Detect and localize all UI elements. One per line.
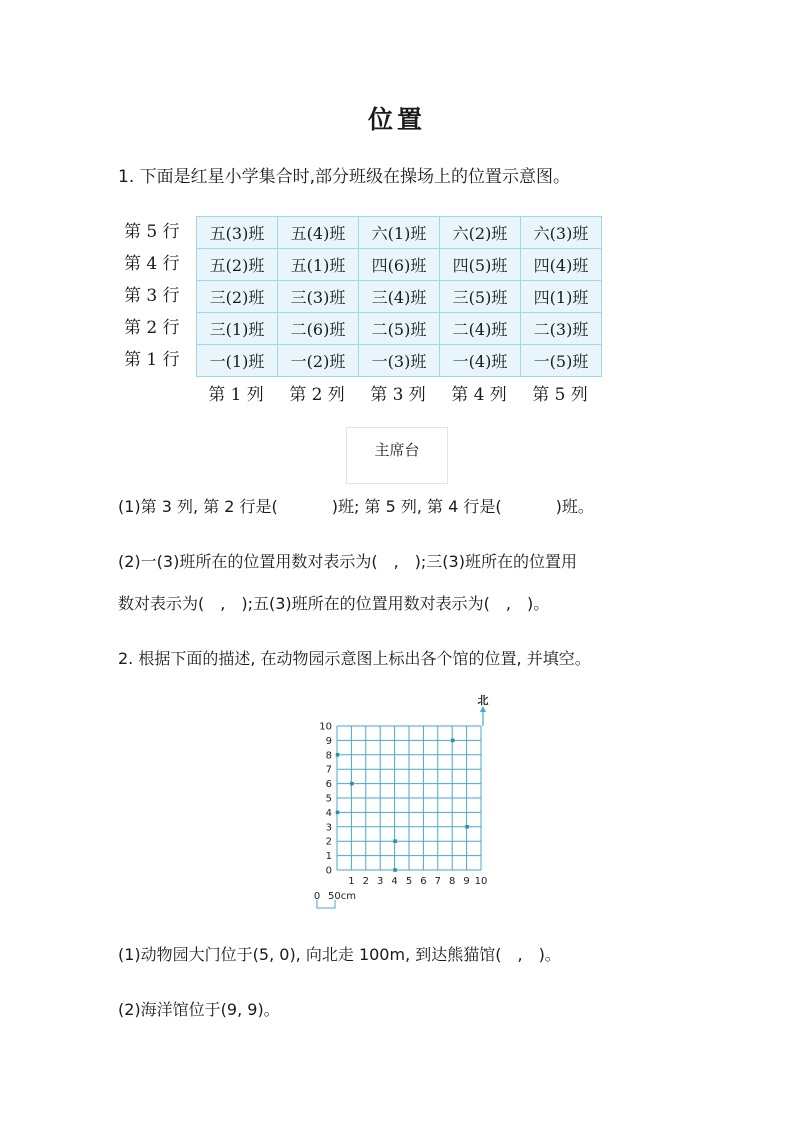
stage-box: 主席台	[346, 427, 448, 484]
row-label-1: 第 1 行	[124, 350, 180, 370]
x-tick-label: 4	[391, 876, 398, 887]
column-label-1: 第 1 列	[208, 385, 264, 405]
grid-point-marker	[336, 753, 340, 757]
class-cell: 三(5)班	[440, 281, 521, 313]
row-label-3: 第 3 行	[124, 286, 180, 306]
question-2-part-2: (2)海洋馆位于(9, 9)。	[118, 1000, 280, 1019]
class-cell: 三(2)班	[197, 281, 278, 313]
class-cell: 六(3)班	[521, 217, 602, 249]
class-seating-table	[196, 216, 602, 377]
class-cell: 二(4)班	[440, 313, 521, 345]
grid-point-marker	[336, 811, 340, 815]
y-tick-label: 10	[319, 721, 332, 733]
class-cell: 三(3)班	[278, 281, 359, 313]
column-label-2: 第 2 列	[289, 385, 345, 405]
north-label: 北	[477, 694, 489, 707]
class-cell: 六(2)班	[440, 217, 521, 249]
question-1-text: 1. 下面是红星小学集合时,部分班级在操场上的位置示意图。	[118, 167, 571, 187]
y-tick-label: 2	[325, 836, 332, 848]
x-tick-label: 5	[405, 876, 413, 887]
scale-origin-label: 0	[313, 891, 321, 902]
question-1-part-1	[118, 494, 594, 517]
x-tick-label: 6	[420, 876, 427, 887]
class-cell: 四(1)班	[521, 281, 602, 313]
north-arrow-icon	[480, 706, 486, 726]
grid-lines	[337, 726, 481, 870]
y-tick-label: 7	[325, 764, 332, 776]
table-row	[197, 281, 602, 313]
class-cell: 二(3)班	[521, 313, 602, 345]
x-tick-label: 7	[434, 876, 441, 887]
zoo-coordinate-grid	[300, 690, 500, 920]
grid-point-marker	[451, 739, 455, 743]
question-2-part-1: (1)动物园大门位于(5, 0), 向北走 100m, 到达熊猫馆( , )。	[118, 945, 561, 964]
class-cell: 六(1)班	[359, 217, 440, 249]
class-cell: 一(3)班	[359, 345, 440, 377]
class-cell: 三(1)班	[197, 313, 278, 345]
class-cell: 一(1)班	[197, 345, 278, 377]
part-1-text-a: (1)第 3 列, 第 2 行是(	[118, 497, 278, 516]
row-label-5: 第 5 行	[124, 222, 180, 242]
grid-labels	[319, 722, 487, 888]
table-row	[197, 217, 602, 249]
y-tick-label: 9	[325, 735, 332, 747]
row-label-2: 第 2 行	[124, 318, 180, 338]
column-label-3: 第 3 列	[370, 385, 426, 405]
x-tick-label: 9	[463, 876, 470, 887]
grid-points	[336, 739, 469, 872]
page-title: 位置	[367, 105, 426, 134]
x-tick-label: 2	[362, 876, 369, 887]
class-cell: 一(5)班	[521, 345, 602, 377]
class-cell: 五(4)班	[278, 217, 359, 249]
part-1-text-c: )班。	[555, 497, 594, 516]
table-row	[197, 249, 602, 281]
column-label-4: 第 4 列	[451, 385, 507, 405]
class-cell: 一(4)班	[440, 345, 521, 377]
row-label-4: 第 4 行	[124, 254, 180, 274]
y-tick-label: 3	[325, 822, 332, 834]
grid-point-marker	[393, 839, 397, 843]
y-tick-label: 0	[325, 865, 332, 877]
y-tick-label: 6	[325, 779, 332, 791]
table-row	[197, 313, 602, 345]
y-tick-label: 4	[325, 807, 332, 819]
class-cell: 五(2)班	[197, 249, 278, 281]
grid-point-marker	[350, 782, 354, 786]
class-cell: 二(6)班	[278, 313, 359, 345]
x-tick-label: 3	[377, 876, 384, 887]
question-1-part-2-line-2: 数对表示为( , );五(3)班所在的位置用数对表示为( , )。	[118, 594, 550, 613]
y-tick-label: 5	[325, 793, 332, 805]
class-cell: 五(1)班	[278, 249, 359, 281]
grid-point-marker	[465, 825, 469, 829]
scale-length-label: 50cm	[328, 891, 356, 902]
question-1-part-2-line-1: (2)一(3)班所在的位置用数对表示为( , );三(3)班所在的位置用	[118, 552, 577, 571]
y-tick-label: 8	[325, 750, 332, 762]
class-cell: 五(3)班	[197, 217, 278, 249]
class-cell: 一(2)班	[278, 345, 359, 377]
class-cell: 三(4)班	[359, 281, 440, 313]
x-tick-label: 10	[474, 876, 488, 887]
class-cell: 四(4)班	[521, 249, 602, 281]
class-cell: 四(6)班	[359, 249, 440, 281]
y-tick-label: 1	[325, 851, 332, 863]
question-2-text: 2. 根据下面的描述, 在动物园示意图上标出各个馆的位置, 并填空。	[118, 649, 591, 668]
x-tick-label: 1	[348, 876, 355, 887]
x-tick-label: 8	[449, 876, 456, 887]
class-cell: 四(5)班	[440, 249, 521, 281]
grid-point-marker	[393, 868, 397, 872]
column-label-5: 第 5 列	[532, 385, 588, 405]
part-1-text-b: )班; 第 5 列, 第 4 行是(	[331, 497, 502, 516]
class-cell: 二(5)班	[359, 313, 440, 345]
table-row	[197, 345, 602, 377]
